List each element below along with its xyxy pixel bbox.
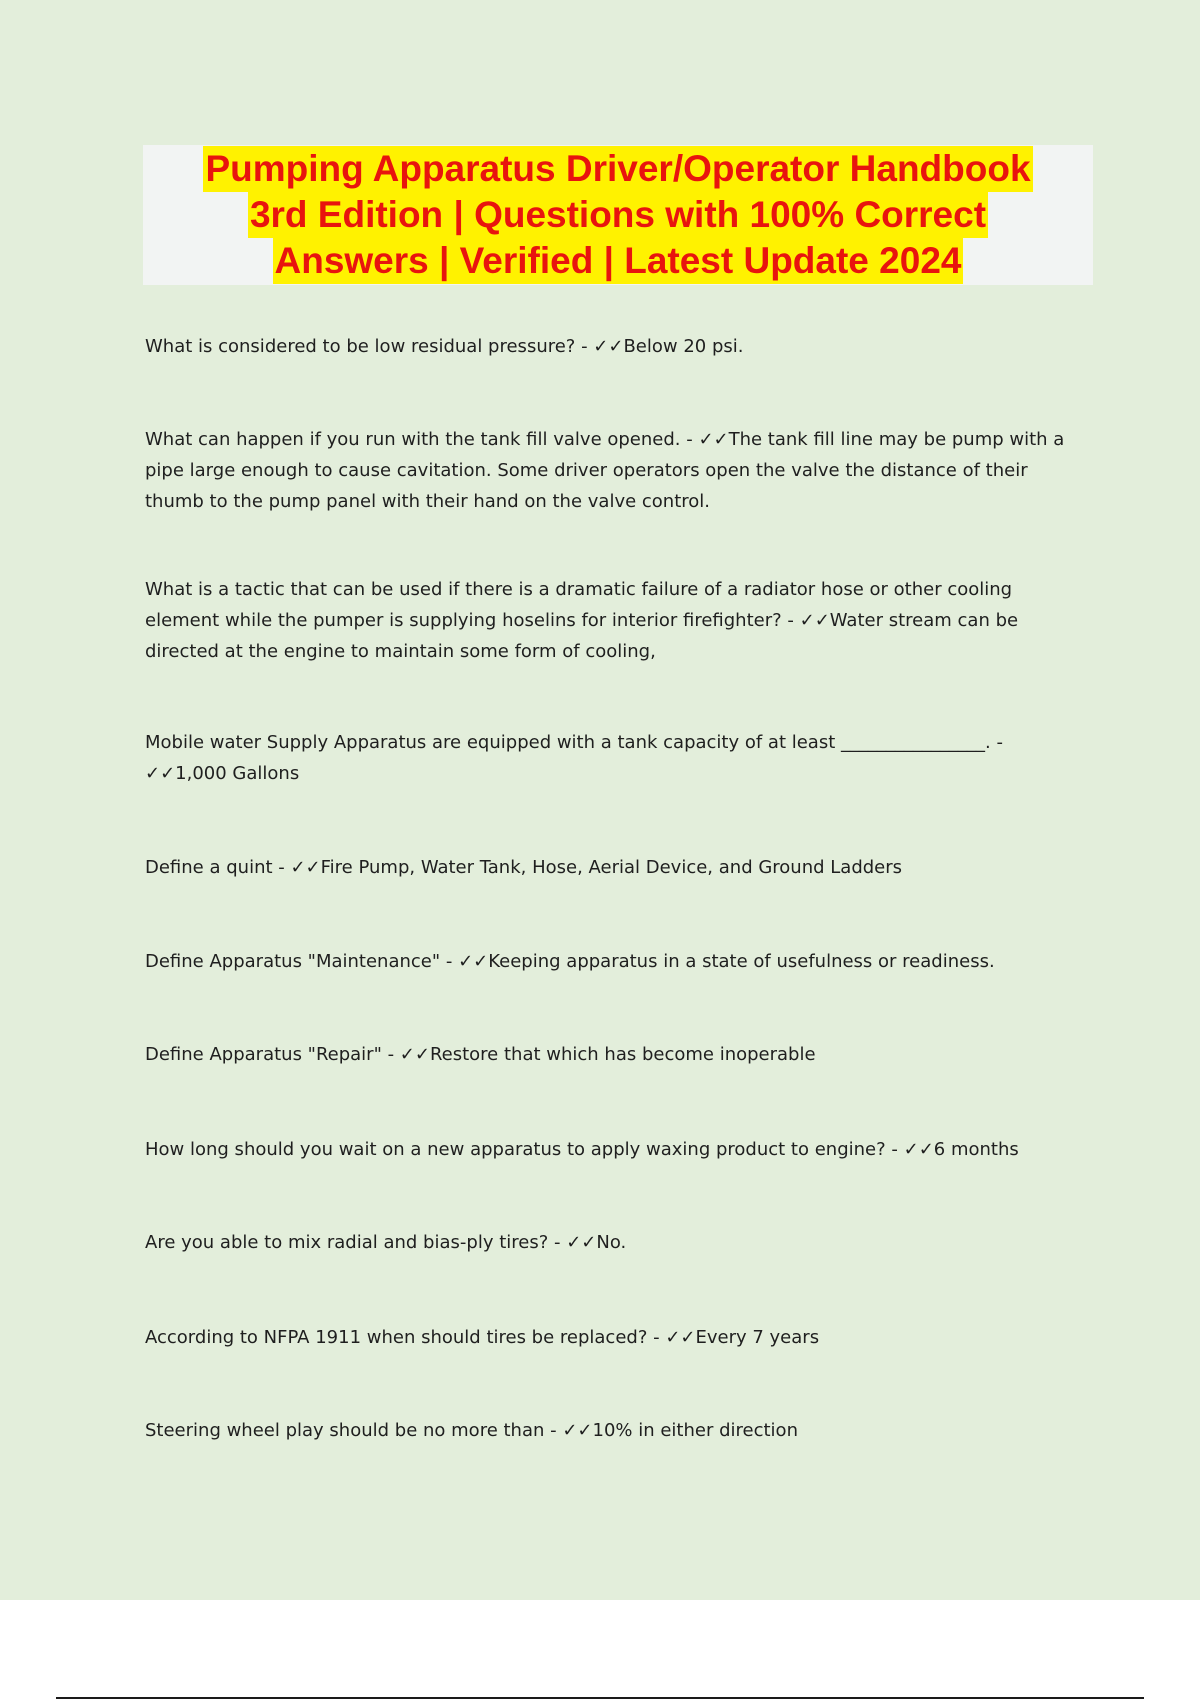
qa-item-2: What can happen if you run with the tank fill valve opened. - ✓✓The tank fill line may be pump with a pipe large enough to cause cavitation. Some driver operators open the valve the distance of their thumb to the pump panel with their hand on the valve control. [145, 429, 1065, 512]
qa-item-7: Define Apparatus "Repair" - ✓✓Restore that which has become inoperable [145, 1044, 816, 1065]
qa-item-4: Mobile water Supply Apparatus are equipped with a tank capacity of at least ________________. - ✓✓1,000 Gallons [145, 732, 1003, 784]
qa-item-11: Steering wheel play should be no more than - ✓✓10% in either direction [145, 1420, 798, 1441]
qa-item-1: What is considered to be low residual pressure? - ✓✓Below 20 psi. [145, 336, 744, 357]
title-line-1: Pumping Apparatus Driver/Operator Handbook [203, 146, 1032, 192]
qa-item-8: How long should you wait on a new apparatus to apply waxing product to engine? - ✓✓6 months [145, 1139, 1019, 1160]
qa-item-5: Define a quint - ✓✓Fire Pump, Water Tank, Hose, Aerial Device, and Ground Ladders [145, 857, 903, 878]
title-line-3: Answers | Verified | Latest Update 2024 [273, 238, 964, 284]
qa-item-3: What is a tactic that can be used if there is a dramatic failure of a radiator hose or other cooling element while the pumper is supplying hoselins for interior firefighter? - ✓✓Water stream can be directed at the engine to maintain some form of cooling, [145, 579, 1019, 662]
qa-item-6: Define Apparatus "Maintenance" - ✓✓Keeping apparatus in a state of usefulness or readiness. [145, 951, 995, 972]
title-banner [143, 145, 1093, 285]
qa-item-10: According to NFPA 1911 when should tires be replaced? - ✓✓Every 7 years [145, 1327, 820, 1348]
footer-divider [56, 1697, 1144, 1699]
qa-item-9: Are you able to mix radial and bias-ply tires? - ✓✓No. [145, 1232, 627, 1253]
title-line-2: 3rd Edition | Questions with 100% Correct [248, 192, 988, 238]
